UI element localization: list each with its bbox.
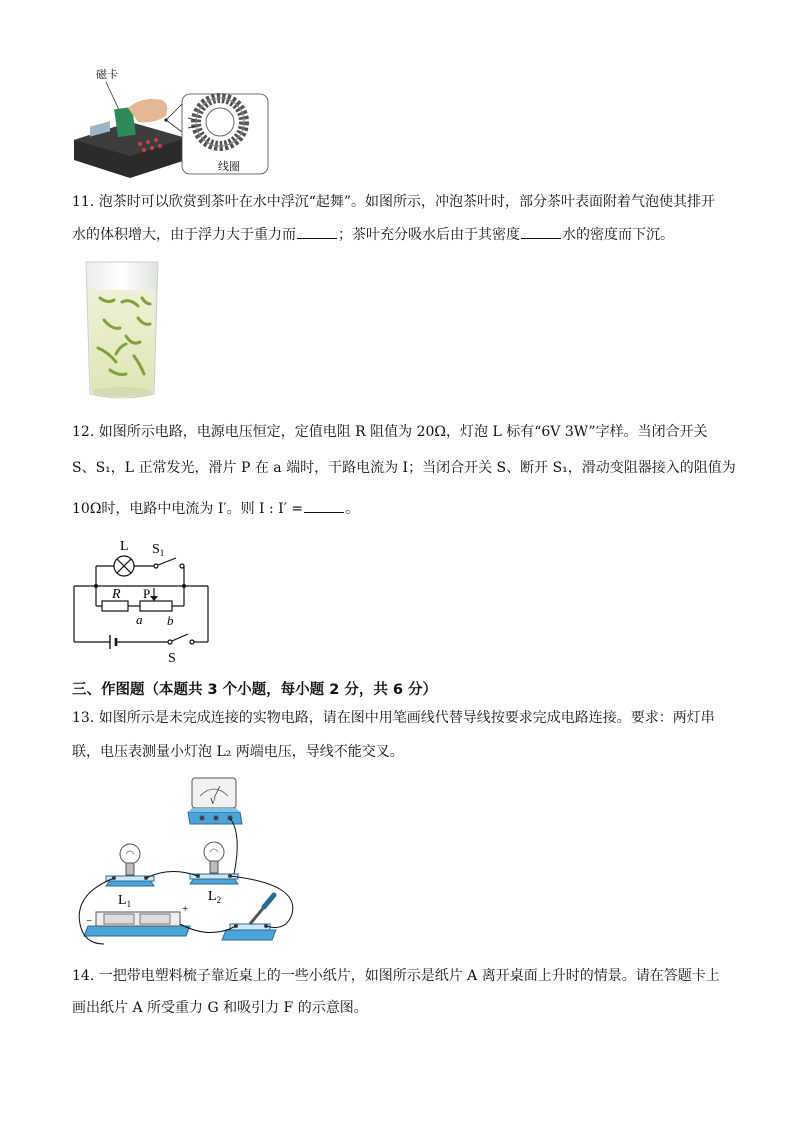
q13-line-2: 联，电压表测量小灯泡 L₂ 两端电压，导线不能交叉。 — [72, 744, 404, 760]
tea-glass-image — [82, 258, 162, 404]
q14-line-1: 14. 一把带电塑料梳子靠近桌上的一些小纸片，如图所示是纸片 A 离开桌面上升时的情景。请在答题卡上 — [72, 968, 720, 984]
section-title: 三、作图题（本题共 3 个小题，每小题 2 分，共 6 分） — [72, 682, 438, 698]
circuit-diagram-13 — [70, 774, 306, 954]
svg-text:−: − — [86, 915, 93, 927]
label-b: b — [167, 613, 174, 628]
q11-text-b: ；茶叶充分吸水后由于其密度 — [338, 227, 520, 243]
svg-text:+: + — [182, 903, 189, 915]
card-reader-figure — [70, 60, 270, 180]
q11-text-a: 水的体积增大，由于浮力大于重力而 — [72, 227, 296, 243]
label-a: a — [136, 612, 143, 627]
q14-line-2: 画出纸片 A 所受重力 G 和吸引力 F 的示意图。 — [72, 1000, 368, 1016]
q11-line-2 — [72, 227, 722, 242]
label-P: P — [143, 586, 151, 601]
q11-line-1: 11. 泡茶时可以欣赏到茶叶在水中浮沉“起舞”。如图所示，冲泡茶叶时，部分茶叶表面附着气泡使其排开 — [72, 194, 716, 210]
label-R: R — [112, 587, 121, 602]
q12-text-a: 10Ω时，电路中电流为 I′。则 I : I′ = — [72, 501, 304, 517]
battery-icon — [84, 903, 190, 936]
label-L2: $L_2$ — [208, 889, 222, 905]
q12-line-2: S、S₁，L 正常发光，滑片 P 在 a 端时，干路电流为 I；当闭合开关 S、断开 S₁，滑动变阻器接入的阻值为 — [72, 460, 736, 476]
lamp-L1-icon — [106, 844, 154, 886]
q11-text-c: 水的密度而下沉。 — [562, 227, 674, 243]
q12-blank[interactable] — [304, 501, 344, 513]
voltmeter-icon — [188, 778, 242, 824]
q12-line-1: 12. 如图所示电路，电源电压恒定，定值电阻 R 阻值为 20Ω，灯泡 L 标有“6V 3W”字样。当闭合开关 — [72, 424, 708, 440]
label-L: L — [120, 539, 129, 554]
q12-text-b: 。 — [345, 501, 360, 517]
svg-text:V: V — [210, 797, 216, 806]
lamp-L2-icon — [190, 842, 238, 884]
circuit-diagram-12 — [70, 536, 220, 666]
label-S: S — [168, 651, 176, 666]
coil-label: 线圈 — [218, 160, 240, 173]
q13-line-1: 13. 如图所示是未完成连接的实物电路，请在图中用笔画线代替导线按要求完成电路连接。要求：两灯串 — [72, 710, 715, 726]
switch-icon — [222, 895, 276, 940]
q12-line-3 — [72, 501, 722, 516]
q11-blank-1[interactable] — [297, 227, 337, 239]
label-L1: $L_1$ — [118, 893, 132, 909]
magnetic-card-label: 磁卡 — [96, 68, 118, 81]
label-S1: $S_1$ — [152, 542, 165, 558]
q11-blank-2[interactable] — [521, 227, 561, 239]
